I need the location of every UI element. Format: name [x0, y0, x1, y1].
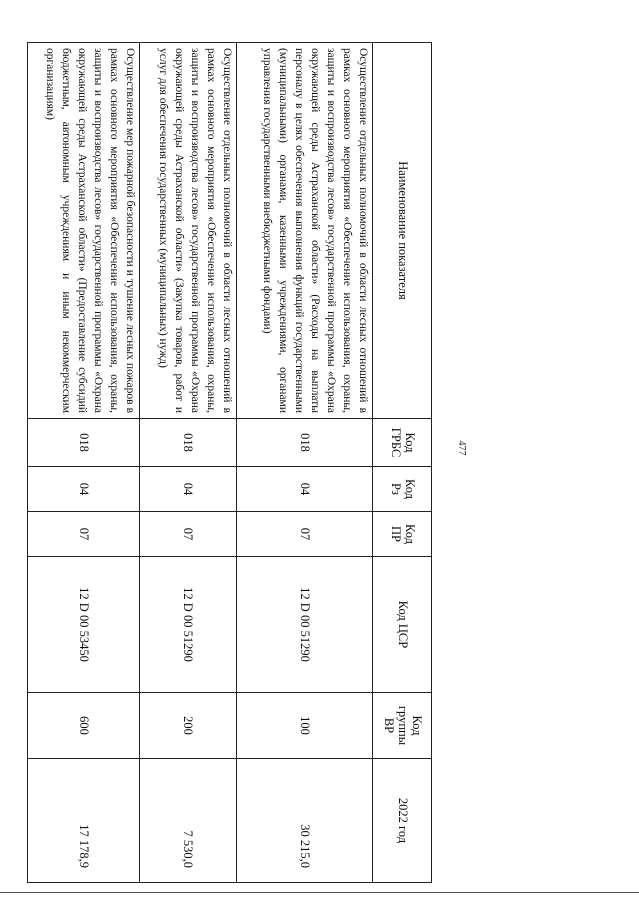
page-number: 477 — [456, 440, 467, 456]
table-row — [140, 43, 237, 883]
cell-vr: 100 — [237, 693, 373, 759]
cell-pr: 07 — [237, 512, 373, 557]
table-row — [28, 43, 140, 883]
cell-pr: 07 — [28, 512, 140, 557]
header-name: Наименование показателя — [373, 43, 432, 419]
cell-vr: 200 — [140, 693, 237, 759]
header-pr: Код ПР — [373, 512, 432, 557]
cell-grbs: 018 — [140, 419, 237, 467]
header-rz: Код Рз — [373, 467, 432, 512]
bottom-divider — [0, 892, 639, 893]
cell-pr: 07 — [140, 512, 237, 557]
cell-2022: 17 178,9 — [28, 759, 140, 883]
header-grbs: Код ГРБС — [373, 419, 432, 467]
table-row — [237, 43, 373, 883]
table-header-row — [373, 43, 432, 883]
cell-grbs: 018 — [237, 419, 373, 467]
budget-table — [27, 42, 432, 883]
cell-name: Осуществление мер пожарной безопасности и тушение лесных пожаров в рамках основного мероприятия «Обеспечение использования, охраны, защиты и воспроизводства лесов» государственной программы «Охрана окружающей среды Астраханской области» (Предоставление субсидий бюджетным, автономным учреждениям и иным некоммерческим организациям) — [28, 43, 140, 419]
cell-2022: 7 530,0 — [140, 759, 237, 883]
document-page — [44, 42, 432, 882]
header-2022: 2022 год — [373, 759, 432, 883]
cell-name: Осуществление отдельных полномочий в области лесных отношений в рамках основного мероприятия «Обеспечение использования, охраны, защиты и воспроизводства лесов» государственной программы «Охрана окружающей среды Астраханской области» (Закупка товаров, работ и услуг для обеспечения государственных (муниципальных) нужд) — [140, 43, 237, 419]
cell-grbs: 018 — [28, 419, 140, 467]
header-csr: Код ЦСР — [373, 557, 432, 693]
cell-name: Осуществление отдельных полномочий в области лесных отношений в рамках основного мероприятия «Обеспечение использования, охраны, защиты и воспроизводства лесов» государственной программы «Охрана окружающей среды Астраханской области» (Расходы на выплаты персоналу в целях обеспечения выполнения функций государственными (муниципальными) органами, казенными учреждениями, органами управления государственными внебюджетными фондами) — [237, 43, 373, 419]
cell-csr: 12 D 00 53450 — [28, 557, 140, 693]
cell-rz: 04 — [140, 467, 237, 512]
cell-csr: 12 D 00 51290 — [140, 557, 237, 693]
cell-rz: 04 — [28, 467, 140, 512]
cell-csr: 12 D 00 51290 — [237, 557, 373, 693]
cell-2022: 30 215,0 — [237, 759, 373, 883]
budget-table-container — [44, 42, 432, 882]
cell-vr: 600 — [28, 693, 140, 759]
cell-rz: 04 — [237, 467, 373, 512]
header-vr: Код группы ВР — [373, 693, 432, 759]
